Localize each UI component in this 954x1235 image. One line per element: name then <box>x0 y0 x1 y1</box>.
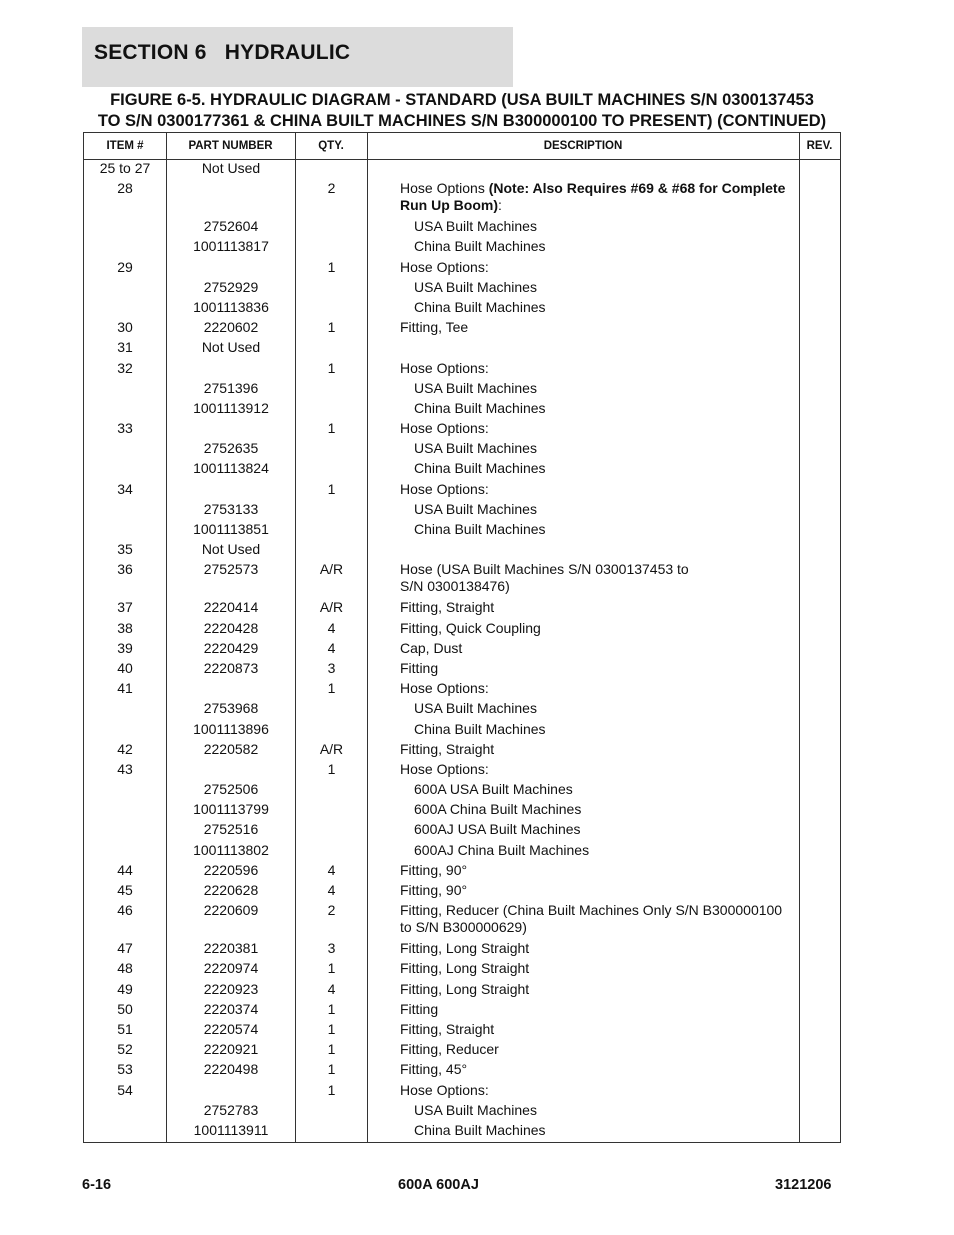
table-row <box>84 440 840 460</box>
item-number: 41 <box>117 680 133 697</box>
item-number: 33 <box>117 420 133 437</box>
quantity: 1 <box>327 960 336 977</box>
description-line: Fitting, Reducer (China Built Machines Only S/N B300000100 <box>400 902 783 919</box>
description <box>400 660 790 677</box>
description <box>414 1102 804 1119</box>
part-number: 1001113824 <box>193 460 269 477</box>
description <box>414 238 804 255</box>
quantity: 1 <box>327 1081 336 1098</box>
item-number: 39 <box>117 639 133 656</box>
description-line: Fitting, Long Straight <box>400 960 530 977</box>
description <box>414 440 804 457</box>
figure-title <box>82 90 842 132</box>
part-number: 2220921 <box>203 1041 259 1058</box>
item-number: 38 <box>117 619 133 636</box>
table-row <box>84 882 840 902</box>
description-line: USA Built Machines <box>414 1101 537 1118</box>
part-number: 1001113912 <box>193 399 269 416</box>
table-row <box>84 561 840 599</box>
part-number: 2752516 <box>203 821 259 838</box>
description <box>414 279 804 296</box>
part-number: 2220596 <box>203 861 259 878</box>
item-number: 54 <box>117 1081 133 1098</box>
description-line: Hose Options: <box>400 359 489 376</box>
table-row <box>84 360 840 380</box>
description-line: Fitting, Tee <box>400 319 469 336</box>
table-row <box>84 680 840 700</box>
description <box>400 882 790 899</box>
description-line: 600AJ China Built Machines <box>414 841 590 858</box>
quantity: 1 <box>327 680 336 697</box>
description <box>414 1122 804 1139</box>
part-number: 2220923 <box>203 980 259 997</box>
header-part-number: PART NUMBER <box>188 140 273 152</box>
item-number: 49 <box>117 980 133 997</box>
part-number: 1001113802 <box>193 841 269 858</box>
description-line: China Built Machines <box>414 298 546 315</box>
description <box>400 981 790 998</box>
quantity: 4 <box>327 980 336 997</box>
item-number: 51 <box>117 1020 133 1037</box>
description <box>400 1021 790 1038</box>
description <box>400 599 790 616</box>
item-number: 52 <box>117 1041 133 1058</box>
description-text: Hose Options <box>400 180 489 197</box>
part-number: 2220873 <box>203 659 259 676</box>
description-line: Hose Options: <box>400 760 489 777</box>
part-number: 2752573 <box>203 561 259 578</box>
description-line: 600A USA Built Machines <box>414 781 573 798</box>
part-number: 1001113911 <box>193 1121 269 1138</box>
table-row <box>84 960 840 980</box>
part-number: 2751396 <box>203 379 259 396</box>
description <box>400 1082 790 1099</box>
quantity: 2 <box>327 902 336 919</box>
description-suffix: : <box>497 197 502 214</box>
description <box>400 1001 790 1018</box>
part-number: 2752783 <box>203 1101 259 1118</box>
table-row <box>84 541 840 561</box>
description <box>400 1061 790 1078</box>
part-number: 2220628 <box>203 882 259 898</box>
description-line: Fitting, Straight <box>400 599 495 616</box>
description <box>414 501 804 518</box>
description <box>400 319 790 336</box>
table-row <box>84 1041 840 1061</box>
part-number: 1001113851 <box>193 521 269 537</box>
description <box>400 561 790 595</box>
section-title: SECTION 6 HYDRAULIC <box>94 41 351 64</box>
header-qty: QTY. <box>318 140 344 152</box>
part-number: 2220429 <box>203 639 259 656</box>
header-rev: REV. <box>806 140 833 152</box>
description <box>400 620 790 637</box>
table-row <box>84 781 840 801</box>
quantity: 1 <box>327 319 336 336</box>
description-line: China Built Machines <box>414 720 546 737</box>
description <box>400 940 790 957</box>
quantity: A/R <box>319 740 344 757</box>
description-line: China Built Machines <box>414 238 546 255</box>
table-row <box>84 1021 840 1041</box>
description-line: Hose Options: <box>400 480 489 497</box>
description-line: China Built Machines <box>414 1121 546 1138</box>
description <box>414 721 804 738</box>
description-line: Hose Options: <box>400 258 489 275</box>
description <box>400 360 790 377</box>
table-row <box>84 721 840 741</box>
description <box>414 299 804 316</box>
quantity: 1 <box>327 480 336 497</box>
description-line: Fitting, Straight <box>400 740 495 757</box>
description <box>414 801 804 818</box>
description-line: Fitting, Long Straight <box>400 980 530 997</box>
description-line: Fitting <box>400 1000 439 1017</box>
part-number: 2220609 <box>203 902 259 919</box>
table-row <box>84 319 840 339</box>
part-number: 2220428 <box>203 619 259 636</box>
description-line: 600AJ USA Built Machines <box>414 821 581 838</box>
item-number: 53 <box>117 1061 133 1078</box>
quantity: 4 <box>327 639 336 656</box>
quantity: 1 <box>327 760 336 777</box>
table-row <box>84 620 840 640</box>
part-number: 2220414 <box>203 599 259 616</box>
header-description: DESCRIPTION <box>543 140 623 152</box>
item-number: 45 <box>117 882 133 898</box>
part-number: 2753968 <box>203 700 259 717</box>
description-line: Hose Options: <box>400 680 489 697</box>
description-line: China Built Machines <box>414 460 546 477</box>
description-line: Fitting, 90° <box>400 861 468 878</box>
description <box>414 460 804 477</box>
description-line: Fitting, 90° <box>400 882 468 898</box>
parts-table <box>83 132 841 1143</box>
item-number: 43 <box>117 760 133 777</box>
table-row <box>84 218 840 238</box>
part-number: 2220498 <box>203 1061 259 1078</box>
table-row <box>84 259 840 279</box>
quantity: 4 <box>327 882 336 898</box>
description <box>400 1041 790 1058</box>
item-number: 40 <box>117 659 133 676</box>
item-number: 25 to 27 <box>99 160 151 176</box>
part-number: Not Used <box>201 339 261 356</box>
description-line: Fitting, Quick Coupling <box>400 619 541 636</box>
description <box>414 380 804 397</box>
quantity: 1 <box>327 1041 336 1058</box>
figure-title-line-2: TO S/N 0300177361 & CHINA BUILT MACHINES S/N B300000100 TO PRESENT) (CONTINUED) <box>97 112 827 130</box>
description-line: Fitting, 45° <box>400 1061 468 1078</box>
table-row <box>84 460 840 480</box>
description <box>400 680 790 697</box>
table-row <box>84 842 840 862</box>
item-number: 46 <box>117 902 133 919</box>
description <box>414 700 804 717</box>
description-line: Cap, Dust <box>400 639 463 656</box>
table-row <box>84 1082 840 1102</box>
description-line: USA Built Machines <box>414 379 537 396</box>
item-number: 47 <box>117 940 133 957</box>
description <box>400 640 790 657</box>
table-row <box>84 1102 840 1122</box>
table-row <box>84 180 840 218</box>
item-number: 37 <box>117 599 133 616</box>
table-row <box>84 380 840 400</box>
description <box>414 781 804 798</box>
table-row <box>84 940 840 960</box>
description <box>400 862 790 879</box>
description <box>400 960 790 977</box>
table-row <box>84 481 840 501</box>
table-row <box>84 902 840 940</box>
figure-title-line-1: FIGURE 6-5. HYDRAULIC DIAGRAM - STANDARD (USA BUILT MACHINES S/N 0300137453 <box>110 91 814 109</box>
item-number: 34 <box>117 480 133 497</box>
part-number: 2220381 <box>203 940 259 957</box>
description-note: (Note: Also Requires #69 & #68 for Complete Run Up Boom) <box>400 180 786 214</box>
item-number: 35 <box>117 541 133 558</box>
part-number: 2752929 <box>203 278 259 295</box>
description <box>400 761 790 778</box>
quantity: 1 <box>327 1020 336 1037</box>
description <box>400 259 790 276</box>
table-row <box>84 1061 840 1081</box>
item-number: 28 <box>117 180 133 197</box>
quantity: 1 <box>327 359 336 376</box>
item-number: 30 <box>117 319 133 336</box>
description-line: USA Built Machines <box>414 500 537 517</box>
description-line: Fitting, Straight <box>400 1020 495 1037</box>
section-banner <box>82 27 513 87</box>
quantity: 1 <box>327 420 336 437</box>
table-row <box>84 862 840 882</box>
table-row <box>84 400 840 420</box>
item-number: 44 <box>117 861 133 878</box>
description-line: Hose Options: <box>400 1081 489 1098</box>
table-row <box>84 420 840 440</box>
quantity: 2 <box>327 180 336 197</box>
description-line: China Built Machines <box>414 399 546 416</box>
quantity: 3 <box>327 940 336 957</box>
description-line: China Built Machines <box>414 521 546 537</box>
item-number: 29 <box>117 258 133 275</box>
quantity: 1 <box>327 1061 336 1078</box>
table-row <box>84 299 840 319</box>
item-number: 31 <box>117 339 133 356</box>
description-line: USA Built Machines <box>414 218 537 235</box>
part-number: 2220574 <box>203 1020 259 1037</box>
part-number: 1001113817 <box>193 238 269 255</box>
description <box>400 902 790 936</box>
footer-model: 600A 600AJ <box>398 1177 479 1193</box>
description <box>400 741 790 758</box>
quantity: A/R <box>319 561 344 578</box>
part-number: Not Used <box>201 160 261 176</box>
quantity: 1 <box>327 1000 336 1017</box>
description <box>400 180 790 214</box>
table-row <box>84 761 840 781</box>
table-row <box>84 981 840 1001</box>
description-line-2: S/N 0300138476) <box>400 578 510 595</box>
description-line: Fitting, Long Straight <box>400 940 530 957</box>
part-number: 2753133 <box>203 500 259 517</box>
table-row <box>84 279 840 299</box>
header-item: ITEM # <box>106 140 144 152</box>
quantity: A/R <box>319 599 344 616</box>
part-number: 2752635 <box>203 440 259 457</box>
part-number: 1001113799 <box>193 801 269 818</box>
table-row <box>84 741 840 761</box>
description-line: 600A China Built Machines <box>414 801 582 818</box>
part-number: Not Used <box>201 541 261 558</box>
description <box>414 400 804 417</box>
table-row <box>84 521 840 541</box>
table-row <box>84 821 840 841</box>
description-line: USA Built Machines <box>414 700 537 717</box>
table-row <box>84 1122 840 1142</box>
part-number: 2220374 <box>203 1000 259 1017</box>
description <box>414 842 804 859</box>
description-line: Fitting <box>400 659 439 676</box>
table-row <box>84 599 840 619</box>
description <box>400 481 790 498</box>
quantity: 4 <box>327 619 336 636</box>
quantity: 1 <box>327 258 336 275</box>
part-number: 1001113896 <box>193 720 269 737</box>
table-body <box>84 160 840 1142</box>
item-number: 48 <box>117 960 133 977</box>
description <box>414 218 804 235</box>
table-row <box>84 660 840 680</box>
footer-doc-number: 3121206 <box>775 1177 832 1193</box>
item-number: 50 <box>117 1000 133 1017</box>
description <box>414 821 804 838</box>
part-number: 2752506 <box>203 781 259 798</box>
part-number: 2220582 <box>203 740 259 757</box>
table-row <box>84 801 840 821</box>
part-number: 1001113836 <box>193 298 269 315</box>
description-line: Hose Options: <box>400 420 489 437</box>
description-line: Hose (USA Built Machines S/N 0300137453 to <box>400 561 689 578</box>
table-row <box>84 339 840 359</box>
description-line: USA Built Machines <box>414 278 537 295</box>
part-number: 2752604 <box>203 218 259 235</box>
table-row <box>84 501 840 521</box>
item-number: 32 <box>117 359 133 376</box>
part-number: 2220974 <box>203 960 259 977</box>
quantity: 4 <box>327 861 336 878</box>
table-row <box>84 700 840 720</box>
description-line: USA Built Machines <box>414 440 537 457</box>
table-row <box>84 1001 840 1021</box>
description-line-2: to S/N B300000629) <box>400 919 527 936</box>
part-number: 2220602 <box>203 319 259 336</box>
table-row <box>84 238 840 258</box>
description-line: Fitting, Reducer <box>400 1041 499 1058</box>
item-number: 36 <box>117 561 133 578</box>
table-row <box>84 640 840 660</box>
description <box>400 420 790 437</box>
description <box>414 521 804 538</box>
quantity: 3 <box>327 659 336 676</box>
item-number: 42 <box>117 740 133 757</box>
table-row <box>84 160 840 180</box>
footer-page-number: 6-16 <box>82 1177 112 1193</box>
